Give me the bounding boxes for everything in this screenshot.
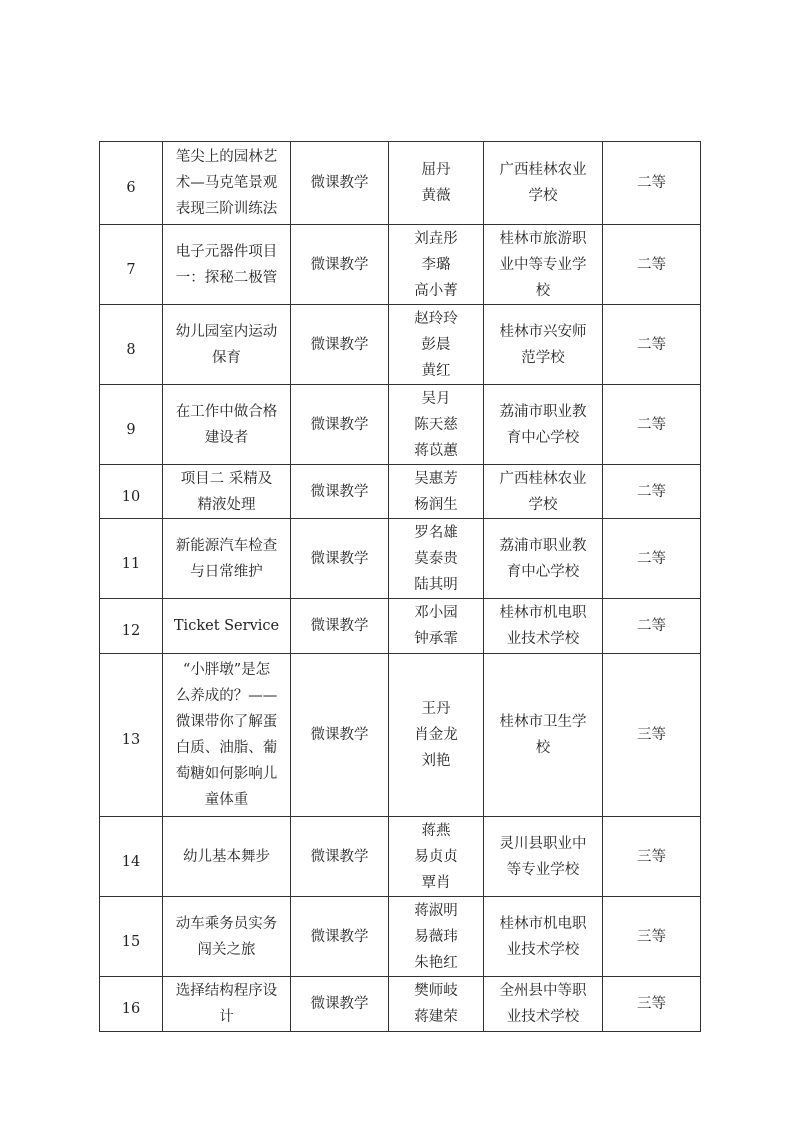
work-title-line: “小胖墩”是怎 [182, 662, 271, 678]
table-row [100, 817, 701, 897]
row-number-cell [100, 654, 163, 817]
work-title-line: 表现三阶训练法 [175, 201, 278, 217]
row-number-cell [100, 599, 163, 654]
work-title-line: 萄糖如何影响儿 [175, 766, 278, 782]
row-number-cell [100, 977, 163, 1032]
category-cell [291, 465, 389, 519]
category: 微课教学 [310, 550, 369, 567]
award-level: 二等 [637, 336, 666, 353]
author-name: 赵玲玲 [414, 310, 458, 327]
row-number-cell [100, 897, 163, 977]
author-name: 肖金龙 [414, 727, 458, 743]
school-name-line: 业技术学校 [506, 941, 580, 958]
school-name-line: 全州县中等职 [499, 983, 587, 999]
work-title-line: 术—马克笔景观 [175, 175, 278, 191]
author-name: 杨润生 [414, 496, 458, 513]
author-name: 吴月 [421, 390, 451, 407]
school-name-line: 桂林市机电职 [499, 605, 587, 621]
awards-table-body [100, 142, 701, 1032]
award-cell [603, 599, 701, 654]
school-name-line: 学校 [528, 496, 558, 513]
row-number: 13 [121, 732, 141, 748]
school-name-line: 桂林市机电职 [499, 915, 587, 932]
school-name-line: 校 [535, 282, 551, 299]
school-name-line: 校 [535, 740, 551, 756]
award-level: 二等 [637, 175, 666, 191]
author-name: 吴惠芳 [414, 470, 458, 487]
work-title-cell [163, 385, 291, 465]
school-name-line: 育中心学校 [506, 429, 580, 446]
school-name-line: 广西桂林农业 [499, 470, 587, 487]
school-cell [484, 385, 603, 465]
award-level: 三等 [637, 727, 666, 743]
authors-cell [389, 225, 484, 305]
work-title-line: 笔尖上的园林艺 [175, 149, 278, 165]
table-row [100, 519, 701, 599]
table-row [100, 599, 701, 654]
row-number: 10 [121, 488, 141, 505]
category: 微课教学 [310, 483, 369, 500]
category: 微课教学 [310, 416, 369, 433]
row-number-cell [100, 305, 163, 385]
school-name-line: 学校 [528, 188, 558, 204]
school-cell [484, 897, 603, 977]
work-title-cell [163, 465, 291, 519]
row-number-cell [100, 465, 163, 519]
work-title-line: 保育 [212, 349, 241, 366]
work-title-cell [163, 225, 291, 305]
work-title-line: 一：探秘二极管 [175, 269, 278, 286]
table-row [100, 305, 701, 385]
school-cell [484, 225, 603, 305]
award-cell [603, 465, 701, 519]
awards-table [99, 141, 701, 1032]
work-title-cell [163, 519, 291, 599]
author-name: 黄薇 [421, 188, 451, 204]
school-name-line: 育中心学校 [506, 563, 580, 580]
category: 微课教学 [310, 336, 369, 353]
work-title-cell [163, 654, 291, 817]
school-name-line: 业中等专业学 [499, 256, 587, 273]
work-title-line: 建设者 [204, 429, 249, 446]
work-title-cell [163, 142, 291, 225]
category: 微课教学 [310, 618, 369, 634]
school-cell [484, 817, 603, 897]
work-title-line: 童体重 [204, 792, 249, 808]
author-name: 王丹 [421, 701, 451, 717]
category-cell [291, 305, 389, 385]
category-cell [291, 385, 389, 465]
work-title-line: 闯关之旅 [197, 941, 256, 958]
author-name: 蒋苡蕙 [414, 442, 458, 459]
category-cell [291, 817, 389, 897]
school-name-line: 荔浦市职业教 [499, 537, 587, 554]
author-name: 钟承霏 [414, 631, 458, 647]
award-level: 二等 [637, 416, 666, 433]
row-number-cell [100, 519, 163, 599]
award-level: 二等 [637, 256, 666, 273]
work-title-line: Ticket Service [173, 618, 280, 634]
author-name: 李璐 [421, 256, 451, 273]
authors-cell [389, 977, 484, 1032]
table-row [100, 142, 701, 225]
row-number: 16 [121, 1001, 141, 1017]
award-level: 二等 [637, 483, 666, 500]
work-title-line: 在工作中做合格 [175, 403, 278, 420]
work-title-line: 微课带你了解蛋 [175, 714, 278, 730]
author-name: 邓小园 [414, 605, 458, 621]
row-number: 14 [121, 853, 141, 870]
award-cell [603, 897, 701, 977]
category: 微课教学 [310, 848, 369, 865]
work-title-cell [163, 817, 291, 897]
award-cell [603, 225, 701, 305]
category: 微课教学 [310, 928, 369, 945]
author-name: 刘艳 [421, 753, 451, 769]
authors-cell [389, 817, 484, 897]
row-number: 15 [121, 933, 141, 950]
author-name: 蒋淑明 [414, 902, 458, 919]
table-row [100, 977, 701, 1032]
row-number: 7 [126, 261, 136, 278]
award-cell [603, 519, 701, 599]
category-cell [291, 599, 389, 654]
table-row [100, 385, 701, 465]
author-name: 樊师岐 [414, 983, 458, 999]
school-cell [484, 977, 603, 1032]
work-title-line: 项目二 采精及 [180, 470, 273, 487]
table-row [100, 465, 701, 519]
school-name-line: 桂林市旅游职 [499, 230, 587, 247]
author-name: 彭晨 [421, 336, 451, 353]
category-cell [291, 654, 389, 817]
award-level: 三等 [637, 996, 666, 1012]
award-level: 三等 [637, 848, 666, 865]
school-cell [484, 654, 603, 817]
authors-cell [389, 897, 484, 977]
author-name: 刘垚彤 [414, 230, 458, 247]
authors-cell [389, 385, 484, 465]
award-level: 三等 [637, 928, 666, 945]
authors-cell [389, 465, 484, 519]
table-row [100, 225, 701, 305]
work-title-cell [163, 305, 291, 385]
work-title-cell [163, 897, 291, 977]
work-title-line: 新能源汽车检查 [175, 537, 278, 554]
category: 微课教学 [310, 175, 369, 191]
author-name: 易薇玮 [414, 928, 458, 945]
award-cell [603, 142, 701, 225]
work-title-line: 计 [219, 1009, 234, 1025]
work-title-cell [163, 977, 291, 1032]
author-name: 陈天慈 [414, 416, 458, 433]
authors-cell [389, 142, 484, 225]
school-name-line: 范学校 [521, 349, 565, 366]
row-number-cell [100, 817, 163, 897]
author-name: 易贞贞 [414, 848, 458, 865]
author-name: 陆其明 [414, 576, 458, 593]
award-cell [603, 654, 701, 817]
table-row [100, 654, 701, 817]
work-title-line: 电子元器件项目 [175, 243, 278, 260]
author-name: 高小菁 [414, 282, 458, 299]
author-name: 蒋燕 [421, 822, 451, 839]
work-title-line: 选择结构程序设 [175, 983, 278, 999]
authors-cell [389, 305, 484, 385]
author-name: 朱艳红 [414, 954, 458, 971]
work-title-line: 白质、油脂、葡 [175, 740, 278, 756]
category-cell [291, 897, 389, 977]
work-title-line: 动车乘务员实务 [175, 915, 278, 932]
row-number-cell [100, 385, 163, 465]
school-name-line: 广西桂林农业 [499, 162, 587, 178]
award-cell [603, 977, 701, 1032]
category-cell [291, 225, 389, 305]
category-cell [291, 977, 389, 1032]
school-cell [484, 465, 603, 519]
category-cell [291, 519, 389, 599]
award-level: 二等 [637, 618, 666, 634]
school-name-line: 业技术学校 [506, 631, 580, 647]
school-name-line: 灵川县职业中 [499, 835, 587, 852]
row-number-cell [100, 225, 163, 305]
school-name-line: 桂林市卫生学 [499, 714, 587, 730]
award-cell [603, 305, 701, 385]
row-number: 11 [121, 555, 141, 572]
category-cell [291, 142, 389, 225]
category: 微课教学 [310, 996, 369, 1012]
category: 微课教学 [310, 256, 369, 273]
category: 微课教学 [310, 727, 369, 743]
school-cell [484, 599, 603, 654]
author-name: 蒋建荣 [414, 1009, 458, 1025]
authors-cell [389, 519, 484, 599]
school-name-line: 等专业学校 [506, 861, 580, 878]
authors-cell [389, 599, 484, 654]
school-name-line: 荔浦市职业教 [499, 403, 587, 420]
row-number: 6 [126, 180, 136, 196]
work-title-line: 幼儿基本舞步 [183, 848, 270, 865]
row-number: 12 [121, 623, 141, 639]
work-title-cell [163, 599, 291, 654]
row-number: 8 [126, 341, 136, 358]
author-name: 屈丹 [421, 162, 451, 178]
author-name: 莫泰贵 [414, 550, 458, 567]
author-name: 覃肖 [421, 874, 451, 891]
authors-cell [389, 654, 484, 817]
row-number-cell [100, 142, 163, 225]
author-name: 罗名雄 [414, 524, 458, 541]
author-name: 黄红 [421, 362, 451, 379]
school-cell [484, 142, 603, 225]
award-cell [603, 385, 701, 465]
award-level: 二等 [637, 550, 666, 567]
row-number: 9 [126, 421, 136, 438]
school-name-line: 桂林市兴安师 [499, 323, 587, 340]
work-title-line: 么养成的？—— [175, 688, 278, 704]
work-title-line: 精液处理 [197, 496, 256, 513]
table-row [100, 897, 701, 977]
school-cell [484, 519, 603, 599]
work-title-line: 幼儿园室内运动 [175, 323, 278, 340]
award-cell [603, 817, 701, 897]
work-title-line: 与日常维护 [190, 563, 263, 580]
school-cell [484, 305, 603, 385]
school-name-line: 业技术学校 [506, 1009, 580, 1025]
